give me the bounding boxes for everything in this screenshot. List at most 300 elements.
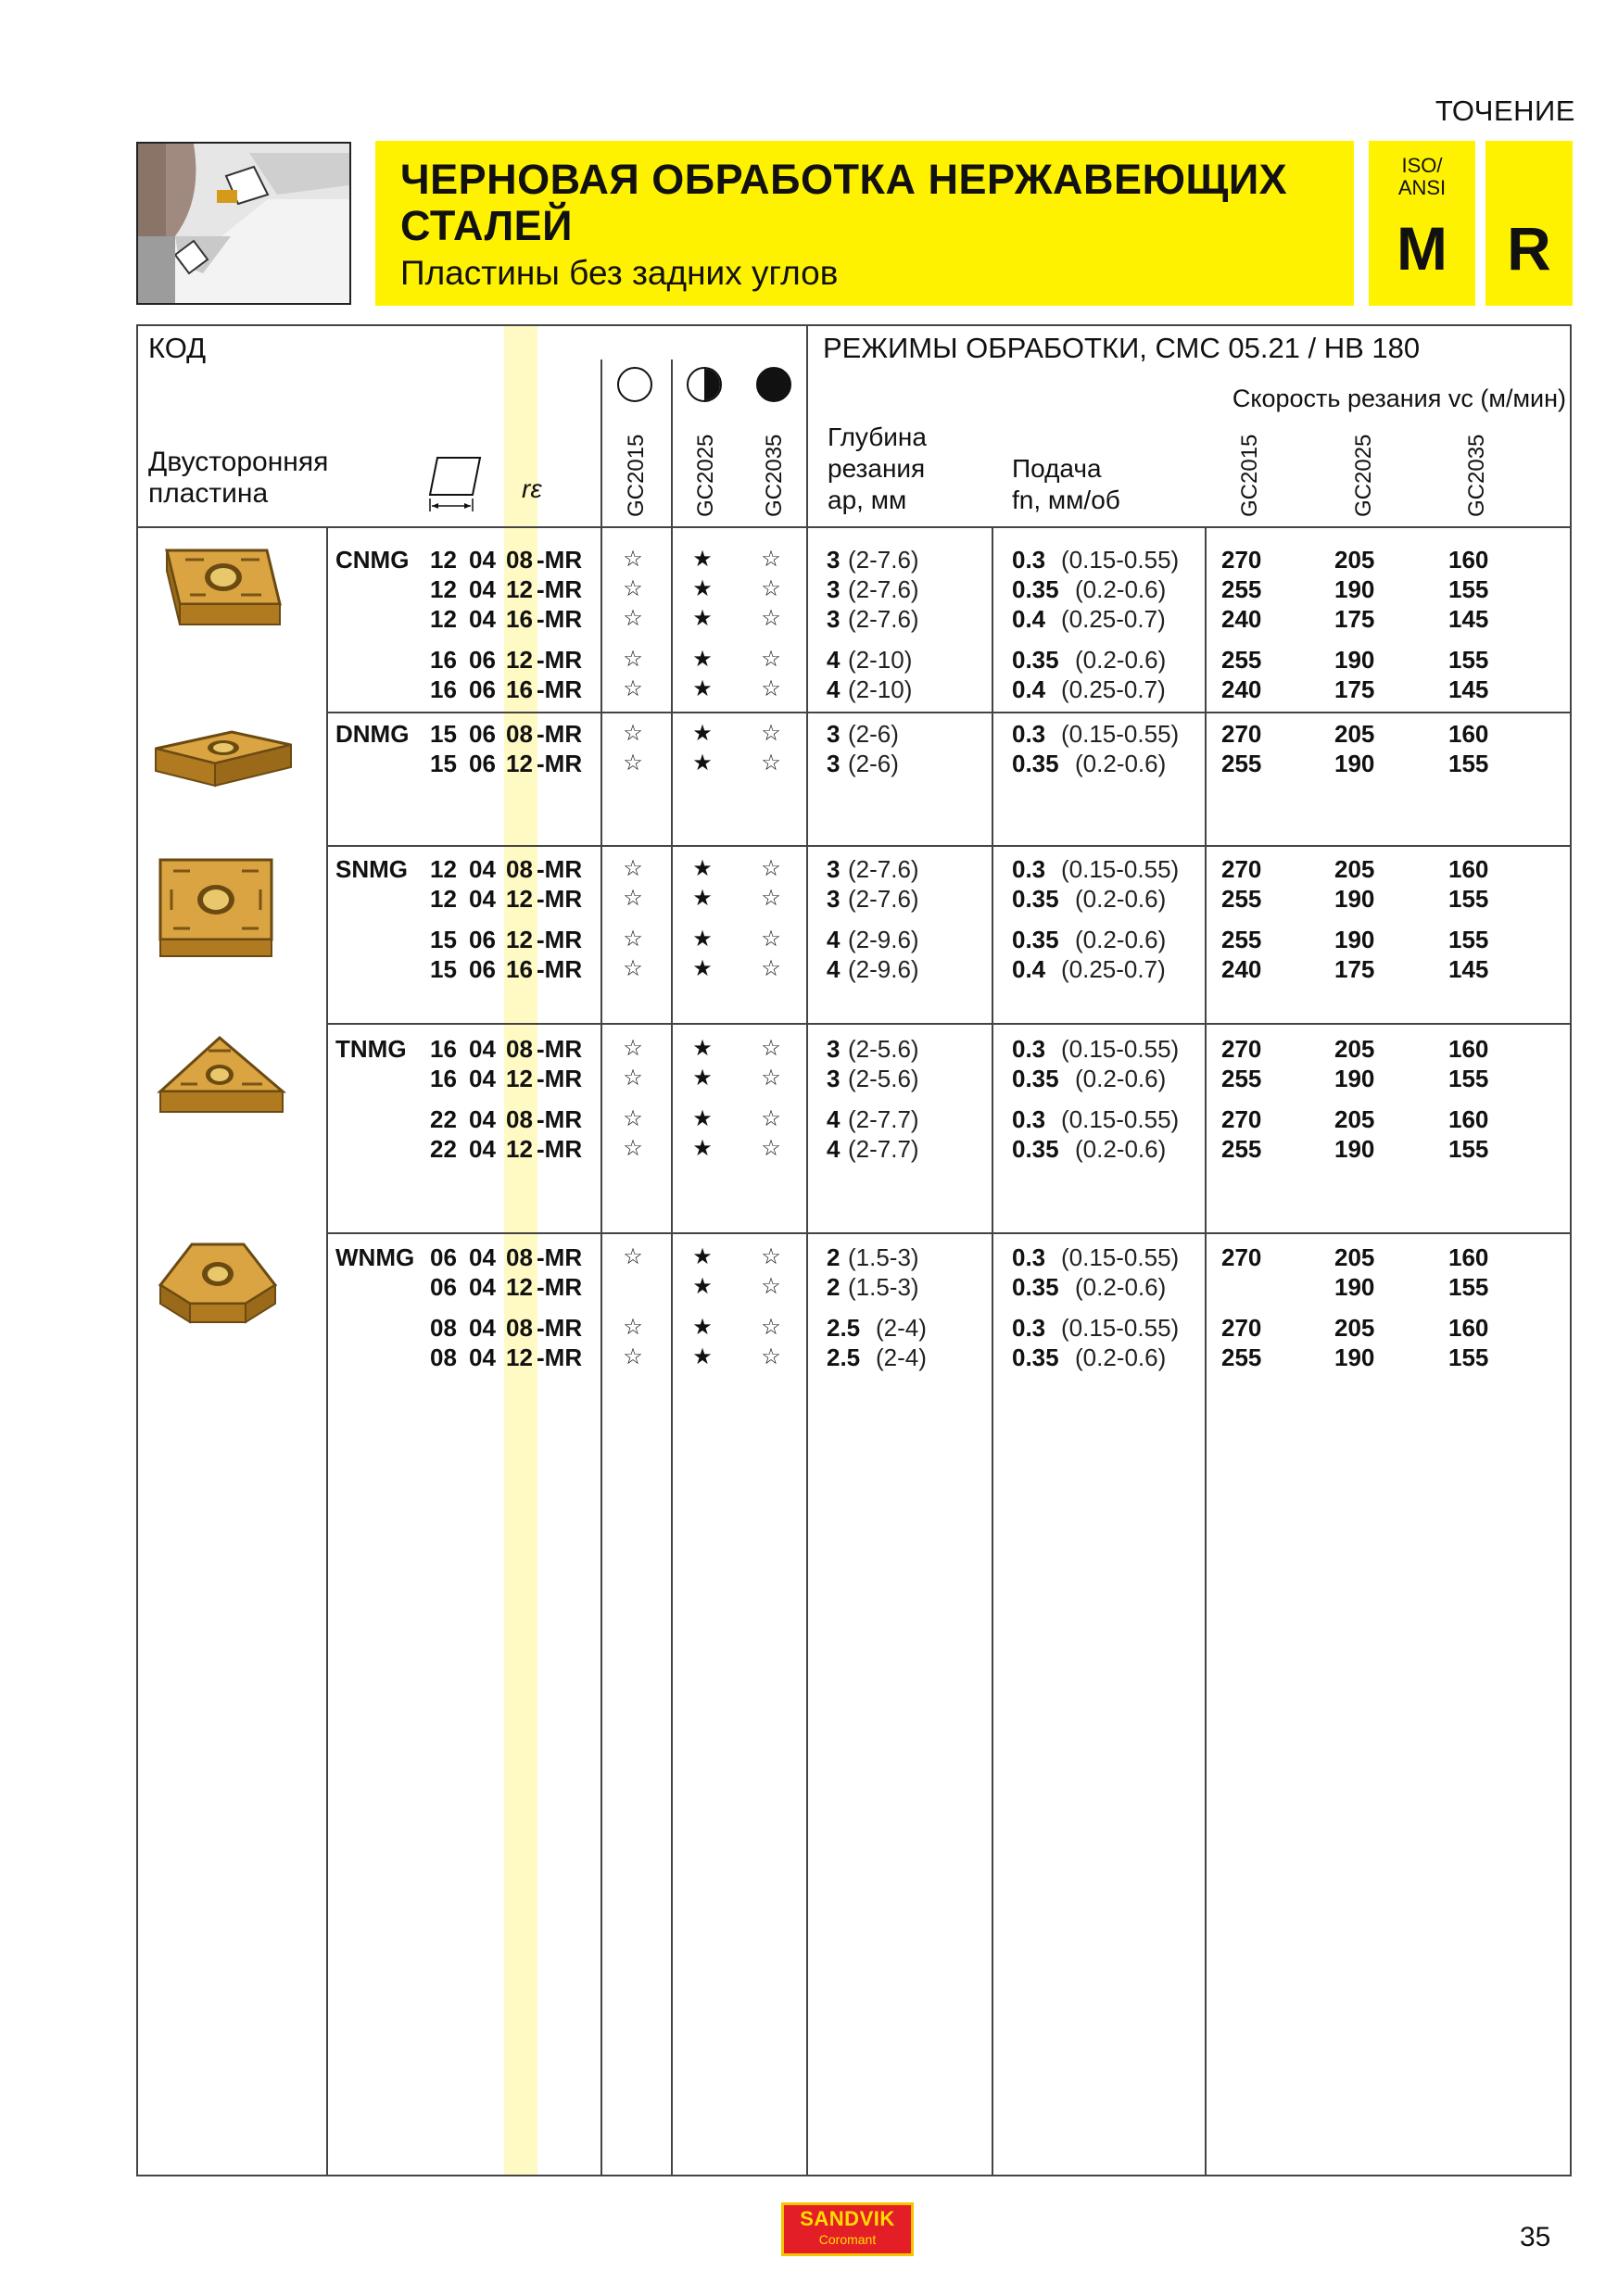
- feed-value: 0.35: [1012, 926, 1059, 953]
- table-row: [0, 749, 1618, 778]
- depth-range: (2-7.6): [848, 885, 919, 913]
- feed-range: (0.15-0.55): [1061, 546, 1180, 574]
- grade-mark-1: [614, 1272, 651, 1302]
- grade-mark-2: ★: [692, 856, 713, 881]
- table-row: [0, 604, 1618, 634]
- code-radius: 12: [506, 926, 533, 953]
- code-chipbreaker: -MR: [537, 575, 583, 603]
- grade-mark-1: ☆: [623, 751, 643, 776]
- speed-value-1: 270: [1221, 1035, 1262, 1063]
- speed-value-1: 270: [1221, 1105, 1262, 1133]
- speed-value-3: 155: [1448, 1344, 1489, 1371]
- speed-value-1: 270: [1221, 1314, 1262, 1342]
- operation-illustration: [136, 142, 351, 305]
- feed-range: (0.2-0.6): [1075, 646, 1167, 674]
- speed-value-2: 190: [1334, 646, 1375, 674]
- speed-value-2: 175: [1334, 605, 1375, 633]
- depth-value: 2.5: [827, 1314, 861, 1342]
- code-radius: 12: [506, 885, 533, 913]
- feed-value: 0.3: [1012, 720, 1046, 748]
- speed-value-3: 155: [1448, 1273, 1489, 1301]
- code-thickness: 04: [469, 1243, 496, 1271]
- code-size: 15: [430, 926, 457, 953]
- grade-mark-1: ☆: [623, 547, 643, 572]
- code-radius: 08: [506, 1035, 533, 1063]
- speed-value-3: 155: [1448, 926, 1489, 953]
- grade-label-1: GC2015: [624, 434, 649, 517]
- grade-mark-1: ☆: [623, 886, 643, 911]
- speed-value-3: 145: [1448, 605, 1489, 633]
- grade-mark-3: ☆: [761, 956, 781, 981]
- depth-value: 2: [827, 1243, 841, 1271]
- grade-mark-3: ☆: [761, 1344, 781, 1369]
- code-size: 08: [430, 1344, 457, 1371]
- depth-range: (2-10): [848, 675, 913, 703]
- feed-value: 0.3: [1012, 855, 1046, 883]
- grade-mark-2: ★: [692, 606, 713, 631]
- grade-mark-3: ☆: [761, 856, 781, 881]
- code-size: 12: [430, 885, 457, 913]
- page-number: 35: [1520, 2222, 1551, 2252]
- speed-value-2: 190: [1334, 750, 1375, 777]
- grade-mark-3: ☆: [761, 676, 781, 701]
- grade-mark-2: ★: [692, 721, 713, 746]
- table-row: [0, 1034, 1618, 1064]
- grade-mark-3: ☆: [761, 927, 781, 952]
- feed-value: 0.35: [1012, 750, 1059, 777]
- grade-mark-2: ★: [692, 1036, 713, 1061]
- speed-value-3: 160: [1448, 855, 1489, 883]
- code-size: 12: [430, 605, 457, 633]
- table-row: [0, 574, 1618, 604]
- table-row: [0, 954, 1618, 984]
- depth-value: 4: [827, 955, 841, 983]
- grade-mark-1: ☆: [623, 576, 643, 601]
- speed-value-3: 160: [1448, 1105, 1489, 1133]
- depth-range: (2-7.7): [848, 1105, 919, 1133]
- conditions-header: РЕЖИМЫ ОБРАБОТКИ, СМС 05.21 / HB 180: [823, 332, 1421, 364]
- code-thickness: 06: [469, 720, 496, 748]
- grade-mark-3: ☆: [761, 547, 781, 572]
- depth-range: (2-7.6): [848, 855, 919, 883]
- code-chipbreaker: -MR: [537, 675, 583, 703]
- feed-range: (0.25-0.7): [1061, 955, 1166, 983]
- code-thickness: 06: [469, 926, 496, 953]
- speed-value-1: 270: [1221, 1243, 1262, 1271]
- feed-range: (0.15-0.55): [1061, 720, 1180, 748]
- grade-mark-3: ☆: [761, 751, 781, 776]
- feed-value: 0.4: [1012, 955, 1046, 983]
- speed-value-3: 160: [1448, 1035, 1489, 1063]
- code-radius: 12: [506, 750, 533, 777]
- code-size: 12: [430, 855, 457, 883]
- depth-value: 3: [827, 546, 841, 574]
- speed-grade-label-3: GC2035: [1464, 434, 1489, 517]
- code-chipbreaker: -MR: [537, 1344, 583, 1371]
- depth-range: (2-5.6): [848, 1035, 919, 1063]
- code-thickness: 06: [469, 646, 496, 674]
- speed-value-1: 240: [1221, 605, 1262, 633]
- grade-mark-3: ☆: [761, 1036, 781, 1061]
- code-size: 16: [430, 1035, 457, 1063]
- code-thickness: 06: [469, 675, 496, 703]
- feed-range: (0.2-0.6): [1075, 1135, 1167, 1163]
- speed-value-3: 155: [1448, 1065, 1489, 1092]
- code-radius: 08: [506, 1314, 533, 1342]
- depth-header: Глубина резания ap, мм: [828, 423, 927, 514]
- code-chipbreaker: -MR: [537, 1273, 583, 1301]
- feed-range: (0.15-0.55): [1061, 1314, 1180, 1342]
- grade-mark-2: ★: [692, 547, 713, 572]
- speed-value-1: 255: [1221, 1135, 1262, 1163]
- code-radius: 16: [506, 605, 533, 633]
- code-thickness: 04: [469, 1135, 496, 1163]
- grade-label-2: GC2025: [693, 434, 718, 517]
- feed-range: (0.15-0.55): [1061, 1035, 1180, 1063]
- grade-mark-1: ☆: [623, 1136, 643, 1161]
- grade-mark-3: ☆: [761, 1315, 781, 1340]
- code-size: 16: [430, 1065, 457, 1092]
- feed-range: (0.2-0.6): [1075, 575, 1167, 603]
- feed-value: 0.3: [1012, 1105, 1046, 1133]
- speed-grade-label-2: GC2025: [1351, 434, 1376, 517]
- speed-value-2: 205: [1334, 720, 1375, 748]
- iso-material-letter: M: [1397, 214, 1447, 283]
- depth-value: 2.5: [827, 1344, 861, 1371]
- depth-range: (2-7.6): [848, 575, 919, 603]
- table-row: [0, 925, 1618, 954]
- feed-value: 0.3: [1012, 1243, 1046, 1271]
- speed-value-3: 160: [1448, 720, 1489, 748]
- depth-value: 3: [827, 575, 841, 603]
- code-chipbreaker: -MR: [537, 605, 583, 633]
- code-chipbreaker: -MR: [537, 646, 583, 674]
- depth-range: (2-6): [848, 720, 899, 748]
- code-thickness: 04: [469, 546, 496, 574]
- feed-header: Подача fn, мм/об: [1012, 454, 1120, 514]
- code-prefix: WNMG: [335, 1243, 415, 1271]
- code-size: 16: [430, 646, 457, 674]
- feed-value: 0.35: [1012, 646, 1059, 674]
- feed-value: 0.3: [1012, 1035, 1046, 1063]
- code-size: 16: [430, 675, 457, 703]
- code-size: 22: [430, 1105, 457, 1133]
- depth-range: (2-5.6): [848, 1065, 919, 1092]
- code-thickness: 04: [469, 605, 496, 633]
- table-row: [0, 884, 1618, 914]
- depth-range: (2-7.6): [848, 605, 919, 633]
- feed-value: 0.4: [1012, 605, 1046, 633]
- table-row: [0, 1313, 1618, 1343]
- grade-mark-1: ☆: [623, 606, 643, 631]
- code-chipbreaker: -MR: [537, 1243, 583, 1271]
- grade-medium-icon: [687, 367, 722, 402]
- feed-range: (0.2-0.6): [1075, 1273, 1167, 1301]
- code-thickness: 04: [469, 855, 496, 883]
- depth-value: 4: [827, 1105, 841, 1133]
- code-chipbreaker: -MR: [537, 720, 583, 748]
- feed-range: (0.2-0.6): [1075, 885, 1167, 913]
- speed-value-1: 255: [1221, 885, 1262, 913]
- speed-value-3: 160: [1448, 1314, 1489, 1342]
- grade-mark-2: ★: [692, 647, 713, 672]
- speed-value-1: 255: [1221, 575, 1262, 603]
- feed-range: (0.2-0.6): [1075, 750, 1167, 777]
- code-chipbreaker: -MR: [537, 1105, 583, 1133]
- speed-value-1: 270: [1221, 720, 1262, 748]
- feed-range: (0.2-0.6): [1075, 926, 1167, 953]
- table-row: [0, 719, 1618, 749]
- speed-value-2: 190: [1334, 1065, 1375, 1092]
- depth-range: (1.5-3): [848, 1273, 919, 1301]
- depth-value: 3: [827, 1065, 841, 1092]
- logo-sub: Coromant: [818, 2232, 877, 2247]
- grade-mark-3: ☆: [761, 576, 781, 601]
- depth-value: 2: [827, 1273, 841, 1301]
- grade-mark-1: ☆: [623, 1036, 643, 1061]
- code-prefix: DNMG: [335, 720, 410, 748]
- speed-value-2: 205: [1334, 1035, 1375, 1063]
- grade-mark-2: ★: [692, 1274, 713, 1299]
- corner-radius-label: rε: [522, 474, 542, 503]
- grade-mark-2: ★: [692, 1315, 713, 1340]
- grade-mark-1: ☆: [623, 1344, 643, 1369]
- code-chipbreaker: -MR: [537, 955, 583, 983]
- code-chipbreaker: -MR: [537, 1065, 583, 1092]
- code-thickness: 06: [469, 955, 496, 983]
- speed-value-2: 190: [1334, 1273, 1375, 1301]
- feed-value: 0.35: [1012, 1344, 1059, 1371]
- depth-value: 4: [827, 1135, 841, 1163]
- section-label: ТОЧЕНИЕ: [1435, 95, 1575, 127]
- speed-value-3: 155: [1448, 646, 1489, 674]
- grade-mark-3: ☆: [761, 1136, 781, 1161]
- table-row: [0, 1134, 1618, 1164]
- grade-mark-3: ☆: [761, 647, 781, 672]
- table-row: [0, 854, 1618, 884]
- speed-grade-label-1: GC2015: [1237, 434, 1262, 517]
- code-chipbreaker: -MR: [537, 750, 583, 777]
- page-subtitle: Пластины без задних углов: [400, 254, 839, 292]
- speed-value-1: 270: [1221, 855, 1262, 883]
- page-title: ЧЕРНОВАЯ ОБРАБОТКА НЕРЖАВЕЮЩИХ СТАЛЕЙ: [400, 156, 1288, 249]
- code-chipbreaker: -MR: [537, 1135, 583, 1163]
- grade-mark-2: ★: [692, 1106, 713, 1131]
- speed-value-1: 240: [1221, 675, 1262, 703]
- depth-value: 4: [827, 675, 841, 703]
- speed-value-2: 205: [1334, 1243, 1375, 1271]
- depth-value: 4: [827, 646, 841, 674]
- speed-value-3: 155: [1448, 750, 1489, 777]
- code-thickness: 04: [469, 1314, 496, 1342]
- feed-range: (0.15-0.55): [1061, 1243, 1180, 1271]
- depth-range: (2-7.7): [848, 1135, 919, 1163]
- grade-mark-3: ☆: [761, 1066, 781, 1091]
- grade-mark-1: ☆: [623, 721, 643, 746]
- speed-value-2: 190: [1334, 926, 1375, 953]
- speed-value-3: 160: [1448, 546, 1489, 574]
- speed-value-3: 155: [1448, 575, 1489, 603]
- code-radius: 08: [506, 1243, 533, 1271]
- code-radius: 12: [506, 1065, 533, 1092]
- speed-value-1: 255: [1221, 646, 1262, 674]
- speed-value-1: 270: [1221, 546, 1262, 574]
- feed-value: 0.35: [1012, 1273, 1059, 1301]
- feed-range: (0.2-0.6): [1075, 1344, 1167, 1371]
- code-radius: 12: [506, 1273, 533, 1301]
- code-thickness: 04: [469, 1105, 496, 1133]
- feed-value: 0.35: [1012, 575, 1059, 603]
- depth-value: 3: [827, 720, 841, 748]
- speed-value-1: 255: [1221, 1065, 1262, 1092]
- table-row: [0, 1243, 1618, 1272]
- feed-range: (0.25-0.7): [1061, 605, 1166, 633]
- code-chipbreaker: -MR: [537, 1035, 583, 1063]
- code-thickness: 04: [469, 885, 496, 913]
- speed-value-1: 255: [1221, 750, 1262, 777]
- grade-mark-2: ★: [692, 1344, 713, 1369]
- grade-label-3: GC2035: [762, 434, 787, 517]
- grade-mark-1: ☆: [623, 1106, 643, 1131]
- grade-mark-1: ☆: [623, 856, 643, 881]
- grade-mark-2: ★: [692, 751, 713, 776]
- feed-range: (0.15-0.55): [1061, 1105, 1180, 1133]
- code-radius: 12: [506, 646, 533, 674]
- table-row: [0, 645, 1618, 675]
- grade-mark-1: ☆: [623, 1066, 643, 1091]
- code-chipbreaker: -MR: [537, 855, 583, 883]
- feed-value: 0.35: [1012, 1065, 1059, 1092]
- speed-value-1: 255: [1221, 926, 1262, 953]
- speed-value-2: 205: [1334, 1105, 1375, 1133]
- table-row: [0, 1064, 1618, 1093]
- code-thickness: 04: [469, 575, 496, 603]
- grade-mark-2: ★: [692, 886, 713, 911]
- speed-value-1: 240: [1221, 955, 1262, 983]
- code-radius: 16: [506, 955, 533, 983]
- depth-range: (2-7.6): [848, 546, 919, 574]
- feed-range: (0.2-0.6): [1075, 1065, 1167, 1092]
- grade-mark-1: ☆: [623, 647, 643, 672]
- speed-value-2: 190: [1334, 885, 1375, 913]
- depth-value: 3: [827, 605, 841, 633]
- grade-mark-3: ☆: [761, 1244, 781, 1269]
- depth-value: 4: [827, 926, 841, 953]
- grade-mark-2: ★: [692, 927, 713, 952]
- iso-box: [1369, 141, 1475, 306]
- depth-value: 3: [827, 750, 841, 777]
- code-chipbreaker: -MR: [537, 546, 583, 574]
- double-sided-label: Двусторонняя пластина: [148, 447, 329, 509]
- grade-mark-1: ☆: [623, 1315, 643, 1340]
- speed-value-3: 160: [1448, 1243, 1489, 1271]
- speed-value-2: 205: [1334, 546, 1375, 574]
- speed-value-2: 205: [1334, 1314, 1375, 1342]
- code-header: КОД: [148, 332, 207, 364]
- table-row: [0, 1104, 1618, 1134]
- code-prefix: TNMG: [335, 1035, 407, 1063]
- depth-range: (2-6): [848, 750, 899, 777]
- feed-value: 0.35: [1012, 1135, 1059, 1163]
- feed-range: (0.25-0.7): [1061, 675, 1166, 703]
- grade-mark-2: ★: [692, 1136, 713, 1161]
- sandvik-logo: [781, 2202, 914, 2256]
- grade-mark-1: ☆: [623, 956, 643, 981]
- grade-mark-3: ☆: [761, 886, 781, 911]
- table-row: [0, 1343, 1618, 1372]
- code-prefix: SNMG: [335, 855, 408, 883]
- code-thickness: 04: [469, 1344, 496, 1371]
- grade-mark-3: ☆: [761, 1106, 781, 1131]
- code-size: 12: [430, 546, 457, 574]
- code-size: 12: [430, 575, 457, 603]
- feed-range: (0.15-0.55): [1061, 855, 1180, 883]
- table-row: [0, 1272, 1618, 1302]
- feed-value: 0.35: [1012, 885, 1059, 913]
- depth-value: 3: [827, 855, 841, 883]
- speed-value-3: 145: [1448, 955, 1489, 983]
- grade-mark-3: ☆: [761, 606, 781, 631]
- code-chipbreaker: -MR: [537, 885, 583, 913]
- speed-value-2: 190: [1334, 1135, 1375, 1163]
- grade-light-icon: [617, 367, 652, 402]
- code-thickness: 04: [469, 1273, 496, 1301]
- grade-mark-2: ★: [692, 956, 713, 981]
- code-chipbreaker: -MR: [537, 926, 583, 953]
- grade-mark-1: ☆: [623, 927, 643, 952]
- iso-label: ISO/ ANSI: [1397, 154, 1447, 199]
- speed-value-3: 145: [1448, 675, 1489, 703]
- feed-value: 0.3: [1012, 546, 1046, 574]
- depth-range: (2-4): [876, 1344, 927, 1371]
- code-chipbreaker: -MR: [537, 1314, 583, 1342]
- insert-dimension-icon: [428, 452, 484, 518]
- code-size: 22: [430, 1135, 457, 1163]
- feed-value: 0.4: [1012, 675, 1046, 703]
- code-radius: 08: [506, 720, 533, 748]
- grade-heavy-icon: [756, 367, 791, 402]
- operation-box: [1485, 141, 1573, 306]
- code-thickness: 04: [469, 1065, 496, 1092]
- code-radius: 12: [506, 575, 533, 603]
- code-radius: 08: [506, 855, 533, 883]
- code-size: 06: [430, 1243, 457, 1271]
- depth-range: (1.5-3): [848, 1243, 919, 1271]
- grade-mark-2: ★: [692, 676, 713, 701]
- code-radius: 12: [506, 1344, 533, 1371]
- speed-value-2: 205: [1334, 855, 1375, 883]
- code-thickness: 06: [469, 750, 496, 777]
- table-row: [0, 545, 1618, 574]
- depth-range: (2-9.6): [848, 955, 919, 983]
- grade-mark-2: ★: [692, 1244, 713, 1269]
- logo-brand: SANDVIK: [800, 2207, 895, 2230]
- code-radius: 08: [506, 1105, 533, 1133]
- code-radius: 12: [506, 1135, 533, 1163]
- grade-mark-1: ☆: [623, 1244, 643, 1269]
- grade-mark-3: ☆: [761, 721, 781, 746]
- speed-value-2: 175: [1334, 675, 1375, 703]
- speed-value-2: 190: [1334, 1344, 1375, 1371]
- depth-range: (2-9.6): [848, 926, 919, 953]
- feed-value: 0.3: [1012, 1314, 1046, 1342]
- code-prefix: CNMG: [335, 546, 410, 574]
- grade-mark-1: ☆: [623, 676, 643, 701]
- speed-value-2: 175: [1334, 955, 1375, 983]
- code-radius: 08: [506, 546, 533, 574]
- table-row: [0, 675, 1618, 704]
- code-size: 15: [430, 955, 457, 983]
